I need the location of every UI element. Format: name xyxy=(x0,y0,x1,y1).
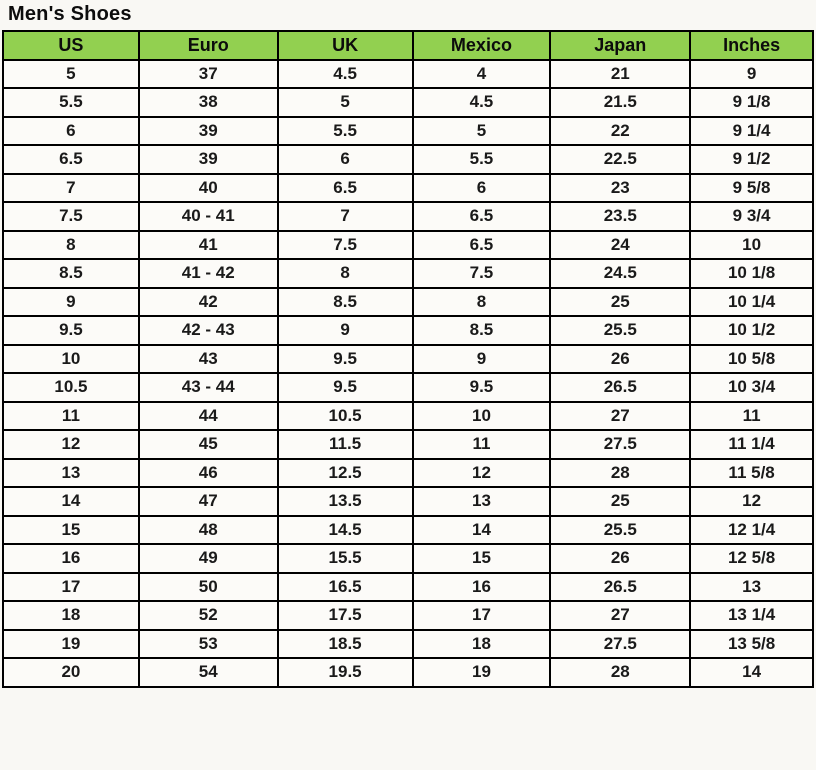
cell-japan: 25.5 xyxy=(550,516,690,545)
cell-uk: 8.5 xyxy=(278,288,413,317)
cell-japan: 22 xyxy=(550,117,690,146)
cell-us: 8.5 xyxy=(3,259,139,288)
cell-us: 6.5 xyxy=(3,145,139,174)
cell-japan: 21 xyxy=(550,60,690,89)
cell-uk: 19.5 xyxy=(278,658,413,687)
cell-uk: 5 xyxy=(278,88,413,117)
cell-inches: 10 xyxy=(690,231,813,260)
cell-mexico: 14 xyxy=(413,516,551,545)
cell-us: 15 xyxy=(3,516,139,545)
column-header-japan: Japan xyxy=(550,31,690,60)
cell-inches: 13 5/8 xyxy=(690,630,813,659)
cell-us: 13 xyxy=(3,459,139,488)
cell-euro: 40 xyxy=(139,174,278,203)
cell-uk: 12.5 xyxy=(278,459,413,488)
column-header-us: US xyxy=(3,31,139,60)
cell-mexico: 4 xyxy=(413,60,551,89)
cell-inches: 9 3/4 xyxy=(690,202,813,231)
cell-us: 11 xyxy=(3,402,139,431)
table-row xyxy=(3,487,813,516)
cell-japan: 26 xyxy=(550,544,690,573)
cell-uk: 16.5 xyxy=(278,573,413,602)
cell-uk: 11.5 xyxy=(278,430,413,459)
column-header-mexico: Mexico xyxy=(413,31,551,60)
cell-inches: 10 1/4 xyxy=(690,288,813,317)
cell-us: 20 xyxy=(3,658,139,687)
cell-euro: 38 xyxy=(139,88,278,117)
cell-uk: 18.5 xyxy=(278,630,413,659)
table-row xyxy=(3,544,813,573)
cell-mexico: 12 xyxy=(413,459,551,488)
cell-japan: 22.5 xyxy=(550,145,690,174)
cell-us: 9.5 xyxy=(3,316,139,345)
cell-us: 7 xyxy=(3,174,139,203)
column-header-inches: Inches xyxy=(690,31,813,60)
cell-uk: 9 xyxy=(278,316,413,345)
cell-euro: 39 xyxy=(139,117,278,146)
cell-euro: 47 xyxy=(139,487,278,516)
cell-japan: 27 xyxy=(550,601,690,630)
size-conversion-table xyxy=(2,30,814,688)
cell-mexico: 11 xyxy=(413,430,551,459)
cell-us: 7.5 xyxy=(3,202,139,231)
cell-uk: 5.5 xyxy=(278,117,413,146)
cell-euro: 52 xyxy=(139,601,278,630)
cell-japan: 23 xyxy=(550,174,690,203)
column-header-uk: UK xyxy=(278,31,413,60)
table-row xyxy=(3,516,813,545)
cell-uk: 9.5 xyxy=(278,345,413,374)
cell-japan: 27.5 xyxy=(550,630,690,659)
cell-euro: 42 - 43 xyxy=(139,316,278,345)
cell-inches: 10 1/2 xyxy=(690,316,813,345)
cell-uk: 4.5 xyxy=(278,60,413,89)
cell-us: 5 xyxy=(3,60,139,89)
cell-uk: 15.5 xyxy=(278,544,413,573)
cell-us: 5.5 xyxy=(3,88,139,117)
cell-uk: 14.5 xyxy=(278,516,413,545)
cell-japan: 21.5 xyxy=(550,88,690,117)
cell-japan: 27.5 xyxy=(550,430,690,459)
cell-mexico: 13 xyxy=(413,487,551,516)
cell-inches: 13 xyxy=(690,573,813,602)
cell-uk: 9.5 xyxy=(278,373,413,402)
cell-euro: 45 xyxy=(139,430,278,459)
cell-uk: 7 xyxy=(278,202,413,231)
cell-japan: 26.5 xyxy=(550,573,690,602)
cell-inches: 10 3/4 xyxy=(690,373,813,402)
cell-inches: 9 1/8 xyxy=(690,88,813,117)
cell-japan: 24.5 xyxy=(550,259,690,288)
cell-inches: 10 1/8 xyxy=(690,259,813,288)
cell-us: 6 xyxy=(3,117,139,146)
table-row xyxy=(3,573,813,602)
cell-inches: 13 1/4 xyxy=(690,601,813,630)
cell-mexico: 19 xyxy=(413,658,551,687)
cell-mexico: 6.5 xyxy=(413,202,551,231)
cell-euro: 44 xyxy=(139,402,278,431)
cell-uk: 17.5 xyxy=(278,601,413,630)
cell-euro: 40 - 41 xyxy=(139,202,278,231)
cell-inches: 12 5/8 xyxy=(690,544,813,573)
table-row xyxy=(3,145,813,174)
cell-japan: 28 xyxy=(550,658,690,687)
cell-mexico: 16 xyxy=(413,573,551,602)
table-body xyxy=(3,60,813,687)
table-row xyxy=(3,288,813,317)
cell-uk: 8 xyxy=(278,259,413,288)
cell-mexico: 8 xyxy=(413,288,551,317)
cell-mexico: 5 xyxy=(413,117,551,146)
cell-euro: 46 xyxy=(139,459,278,488)
cell-inches: 10 5/8 xyxy=(690,345,813,374)
cell-japan: 23.5 xyxy=(550,202,690,231)
cell-japan: 25.5 xyxy=(550,316,690,345)
cell-japan: 26.5 xyxy=(550,373,690,402)
table-row xyxy=(3,601,813,630)
cell-inches: 9 1/2 xyxy=(690,145,813,174)
cell-inches: 11 xyxy=(690,402,813,431)
cell-mexico: 8.5 xyxy=(413,316,551,345)
cell-euro: 39 xyxy=(139,145,278,174)
cell-inches: 9 xyxy=(690,60,813,89)
table-row xyxy=(3,345,813,374)
cell-mexico: 7.5 xyxy=(413,259,551,288)
cell-us: 8 xyxy=(3,231,139,260)
cell-uk: 13.5 xyxy=(278,487,413,516)
cell-japan: 24 xyxy=(550,231,690,260)
cell-mexico: 17 xyxy=(413,601,551,630)
table-row xyxy=(3,174,813,203)
cell-mexico: 5.5 xyxy=(413,145,551,174)
cell-us: 17 xyxy=(3,573,139,602)
page-title: Men's Shoes xyxy=(8,3,132,25)
cell-us: 18 xyxy=(3,601,139,630)
cell-mexico: 15 xyxy=(413,544,551,573)
table-row xyxy=(3,231,813,260)
cell-inches: 12 xyxy=(690,487,813,516)
table-row xyxy=(3,658,813,687)
cell-euro: 43 - 44 xyxy=(139,373,278,402)
cell-mexico: 9.5 xyxy=(413,373,551,402)
table-row xyxy=(3,459,813,488)
cell-euro: 41 - 42 xyxy=(139,259,278,288)
cell-inches: 14 xyxy=(690,658,813,687)
cell-uk: 6 xyxy=(278,145,413,174)
cell-japan: 28 xyxy=(550,459,690,488)
cell-us: 9 xyxy=(3,288,139,317)
cell-euro: 54 xyxy=(139,658,278,687)
cell-japan: 27 xyxy=(550,402,690,431)
header-row xyxy=(3,31,813,60)
column-header-euro: Euro xyxy=(139,31,278,60)
cell-inches: 12 1/4 xyxy=(690,516,813,545)
cell-japan: 26 xyxy=(550,345,690,374)
cell-inches: 11 5/8 xyxy=(690,459,813,488)
cell-euro: 53 xyxy=(139,630,278,659)
cell-euro: 41 xyxy=(139,231,278,260)
table-row xyxy=(3,202,813,231)
cell-us: 10 xyxy=(3,345,139,374)
cell-euro: 48 xyxy=(139,516,278,545)
cell-inches: 11 1/4 xyxy=(690,430,813,459)
table-row xyxy=(3,630,813,659)
cell-us: 14 xyxy=(3,487,139,516)
table-header xyxy=(3,31,813,60)
table-row xyxy=(3,117,813,146)
cell-us: 10.5 xyxy=(3,373,139,402)
cell-mexico: 10 xyxy=(413,402,551,431)
cell-uk: 7.5 xyxy=(278,231,413,260)
cell-inches: 9 1/4 xyxy=(690,117,813,146)
cell-euro: 37 xyxy=(139,60,278,89)
cell-mexico: 6.5 xyxy=(413,231,551,260)
cell-euro: 49 xyxy=(139,544,278,573)
cell-inches: 9 5/8 xyxy=(690,174,813,203)
table-row xyxy=(3,88,813,117)
table-row xyxy=(3,259,813,288)
cell-euro: 42 xyxy=(139,288,278,317)
table-row xyxy=(3,430,813,459)
cell-mexico: 4.5 xyxy=(413,88,551,117)
table-row xyxy=(3,60,813,89)
cell-mexico: 18 xyxy=(413,630,551,659)
cell-japan: 25 xyxy=(550,288,690,317)
table-row xyxy=(3,402,813,431)
cell-euro: 50 xyxy=(139,573,278,602)
cell-us: 12 xyxy=(3,430,139,459)
cell-euro: 43 xyxy=(139,345,278,374)
cell-uk: 6.5 xyxy=(278,174,413,203)
cell-uk: 10.5 xyxy=(278,402,413,431)
cell-mexico: 6 xyxy=(413,174,551,203)
table-row xyxy=(3,373,813,402)
cell-us: 16 xyxy=(3,544,139,573)
cell-japan: 25 xyxy=(550,487,690,516)
table-row xyxy=(3,316,813,345)
cell-us: 19 xyxy=(3,630,139,659)
cell-mexico: 9 xyxy=(413,345,551,374)
